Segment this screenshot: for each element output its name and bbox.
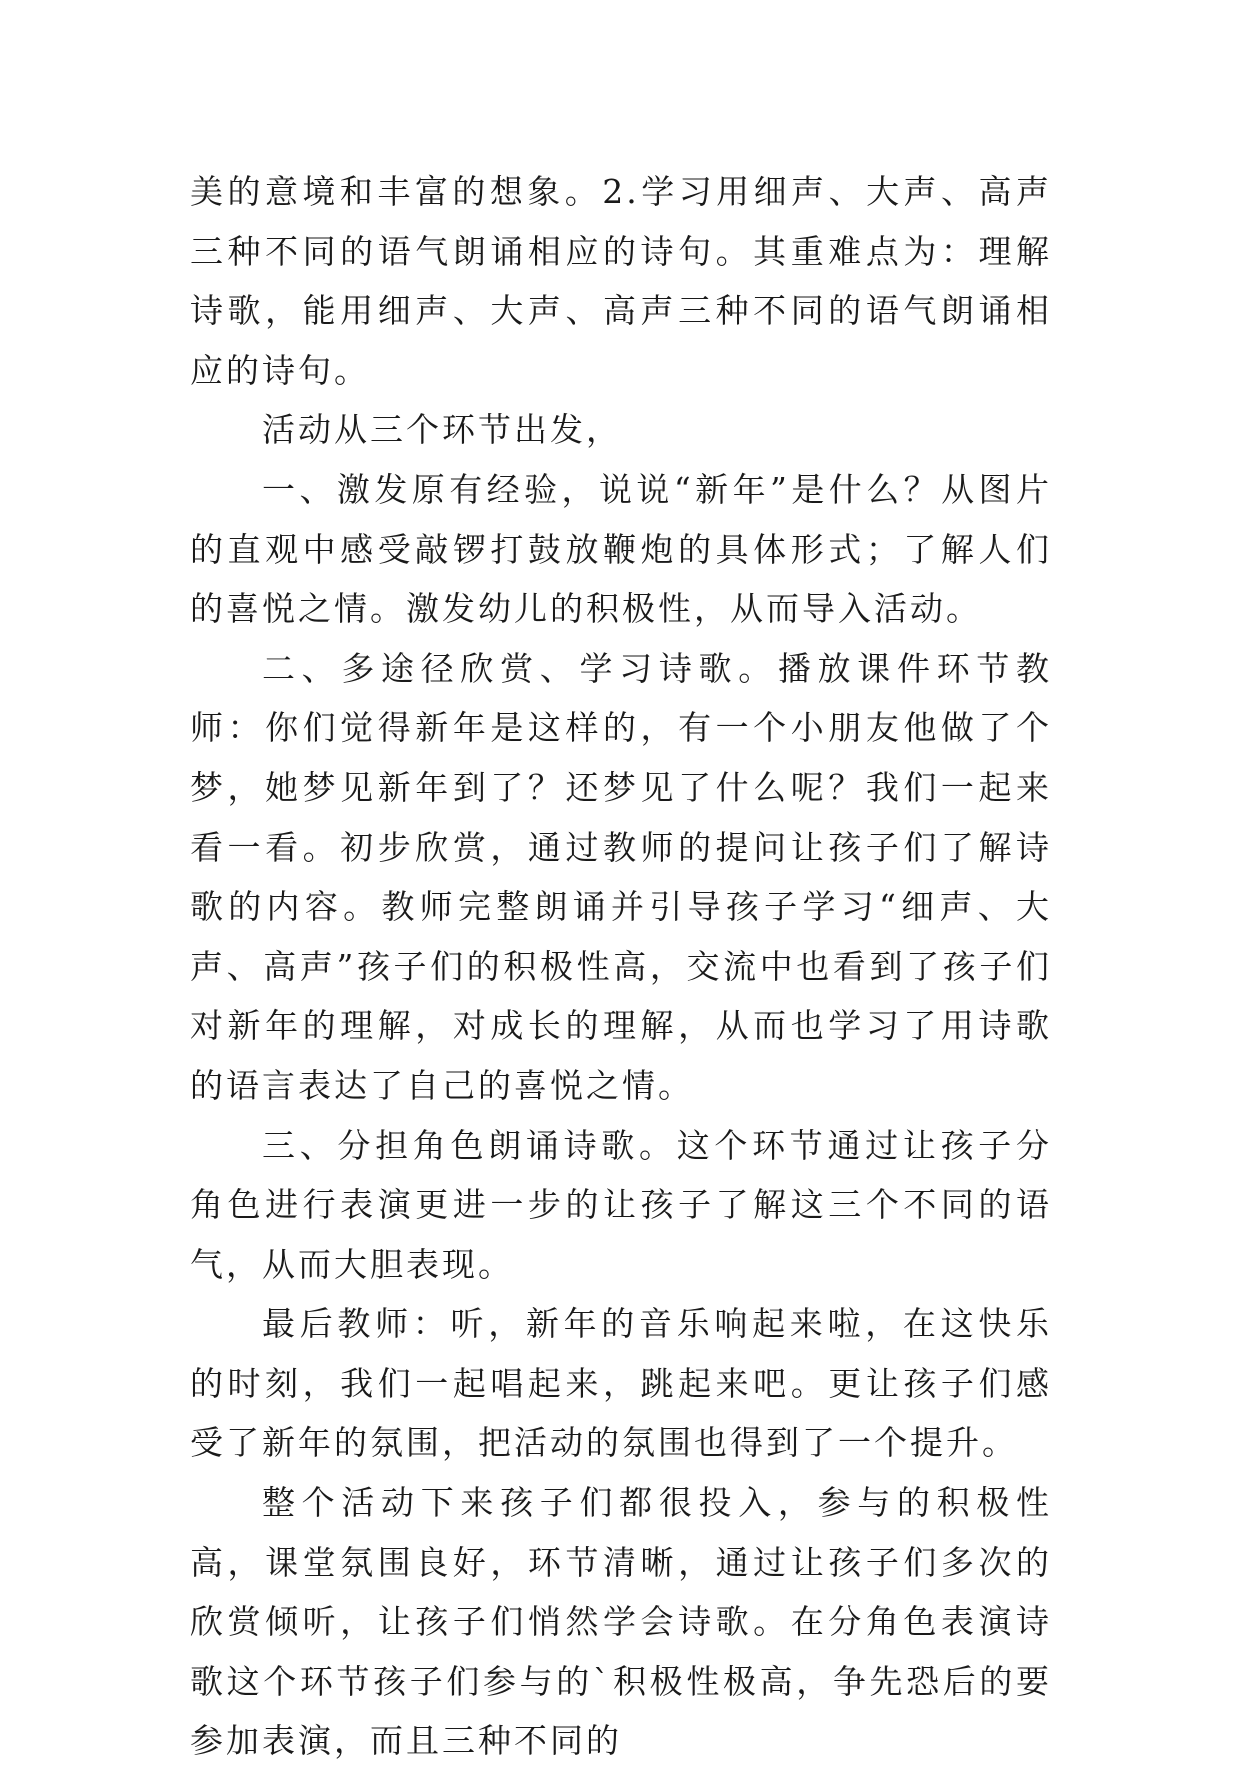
- paragraph-closing: 最后教师：听，新年的音乐响起来啦，在这快乐的时刻，我们一起唱起来，跳起来吧。更让孩子们感受了新年的氛围，把活动的氛围也得到了一个提升。: [190, 1304, 1052, 1463]
- paragraph-step-two: 二、多途径欣赏、学习诗歌。播放课件环节教师：你们觉得新年是这样的，有一个小朋友他做了个梦，她梦见新年到了？还梦见了什么呢？我们一起来看一看。初步欣赏，通过教师的提问让孩子们了解诗歌的内容。教师完整朗诵并引导孩子学习“细声、大声、高声”孩子们的积极性高，交流中也看到了孩子们对新年的理解，对成长的理解，从而也学习了用诗歌的语言表达了自己的喜悦之情。: [190, 648, 1052, 1105]
- document-body: [190, 162, 1052, 1771]
- paragraph-step-one: 一、激发原有经验，说说“新年”是什么？从图片的直观中感受敲锣打鼓放鞭炮的具体形式；了解人们的喜悦之情。激发幼儿的积极性，从而导入活动。: [190, 469, 1052, 629]
- paragraph-goals-continued: 美的意境和丰富的想象。2.学习用细声、大声、高声三种不同的语气朗诵相应的诗句。其重难点为：理解诗歌，能用细声、大声、高声三种不同的语气朗诵相应的诗句。: [190, 172, 1052, 390]
- paragraph-activity-intro: 活动从三个环节出发，: [262, 410, 622, 450]
- paragraph-step-three: 三、分担角色朗诵诗歌。这个环节通过让孩子分角色进行表演更进一步的让孩子了解这三个不同的语气，从而大胆表现。: [190, 1125, 1052, 1284]
- paragraph-reflection: 整个活动下来孩子们都很投入，参与的积极性高，课堂氛围良好，环节清晰，通过让孩子们多次的欣赏倾听，让孩子们悄然学会诗歌。在分角色表演诗歌这个环节孩子们参与的`积极性极高，争先恐后的要参加表演，而且三种不同的: [190, 1483, 1052, 1761]
